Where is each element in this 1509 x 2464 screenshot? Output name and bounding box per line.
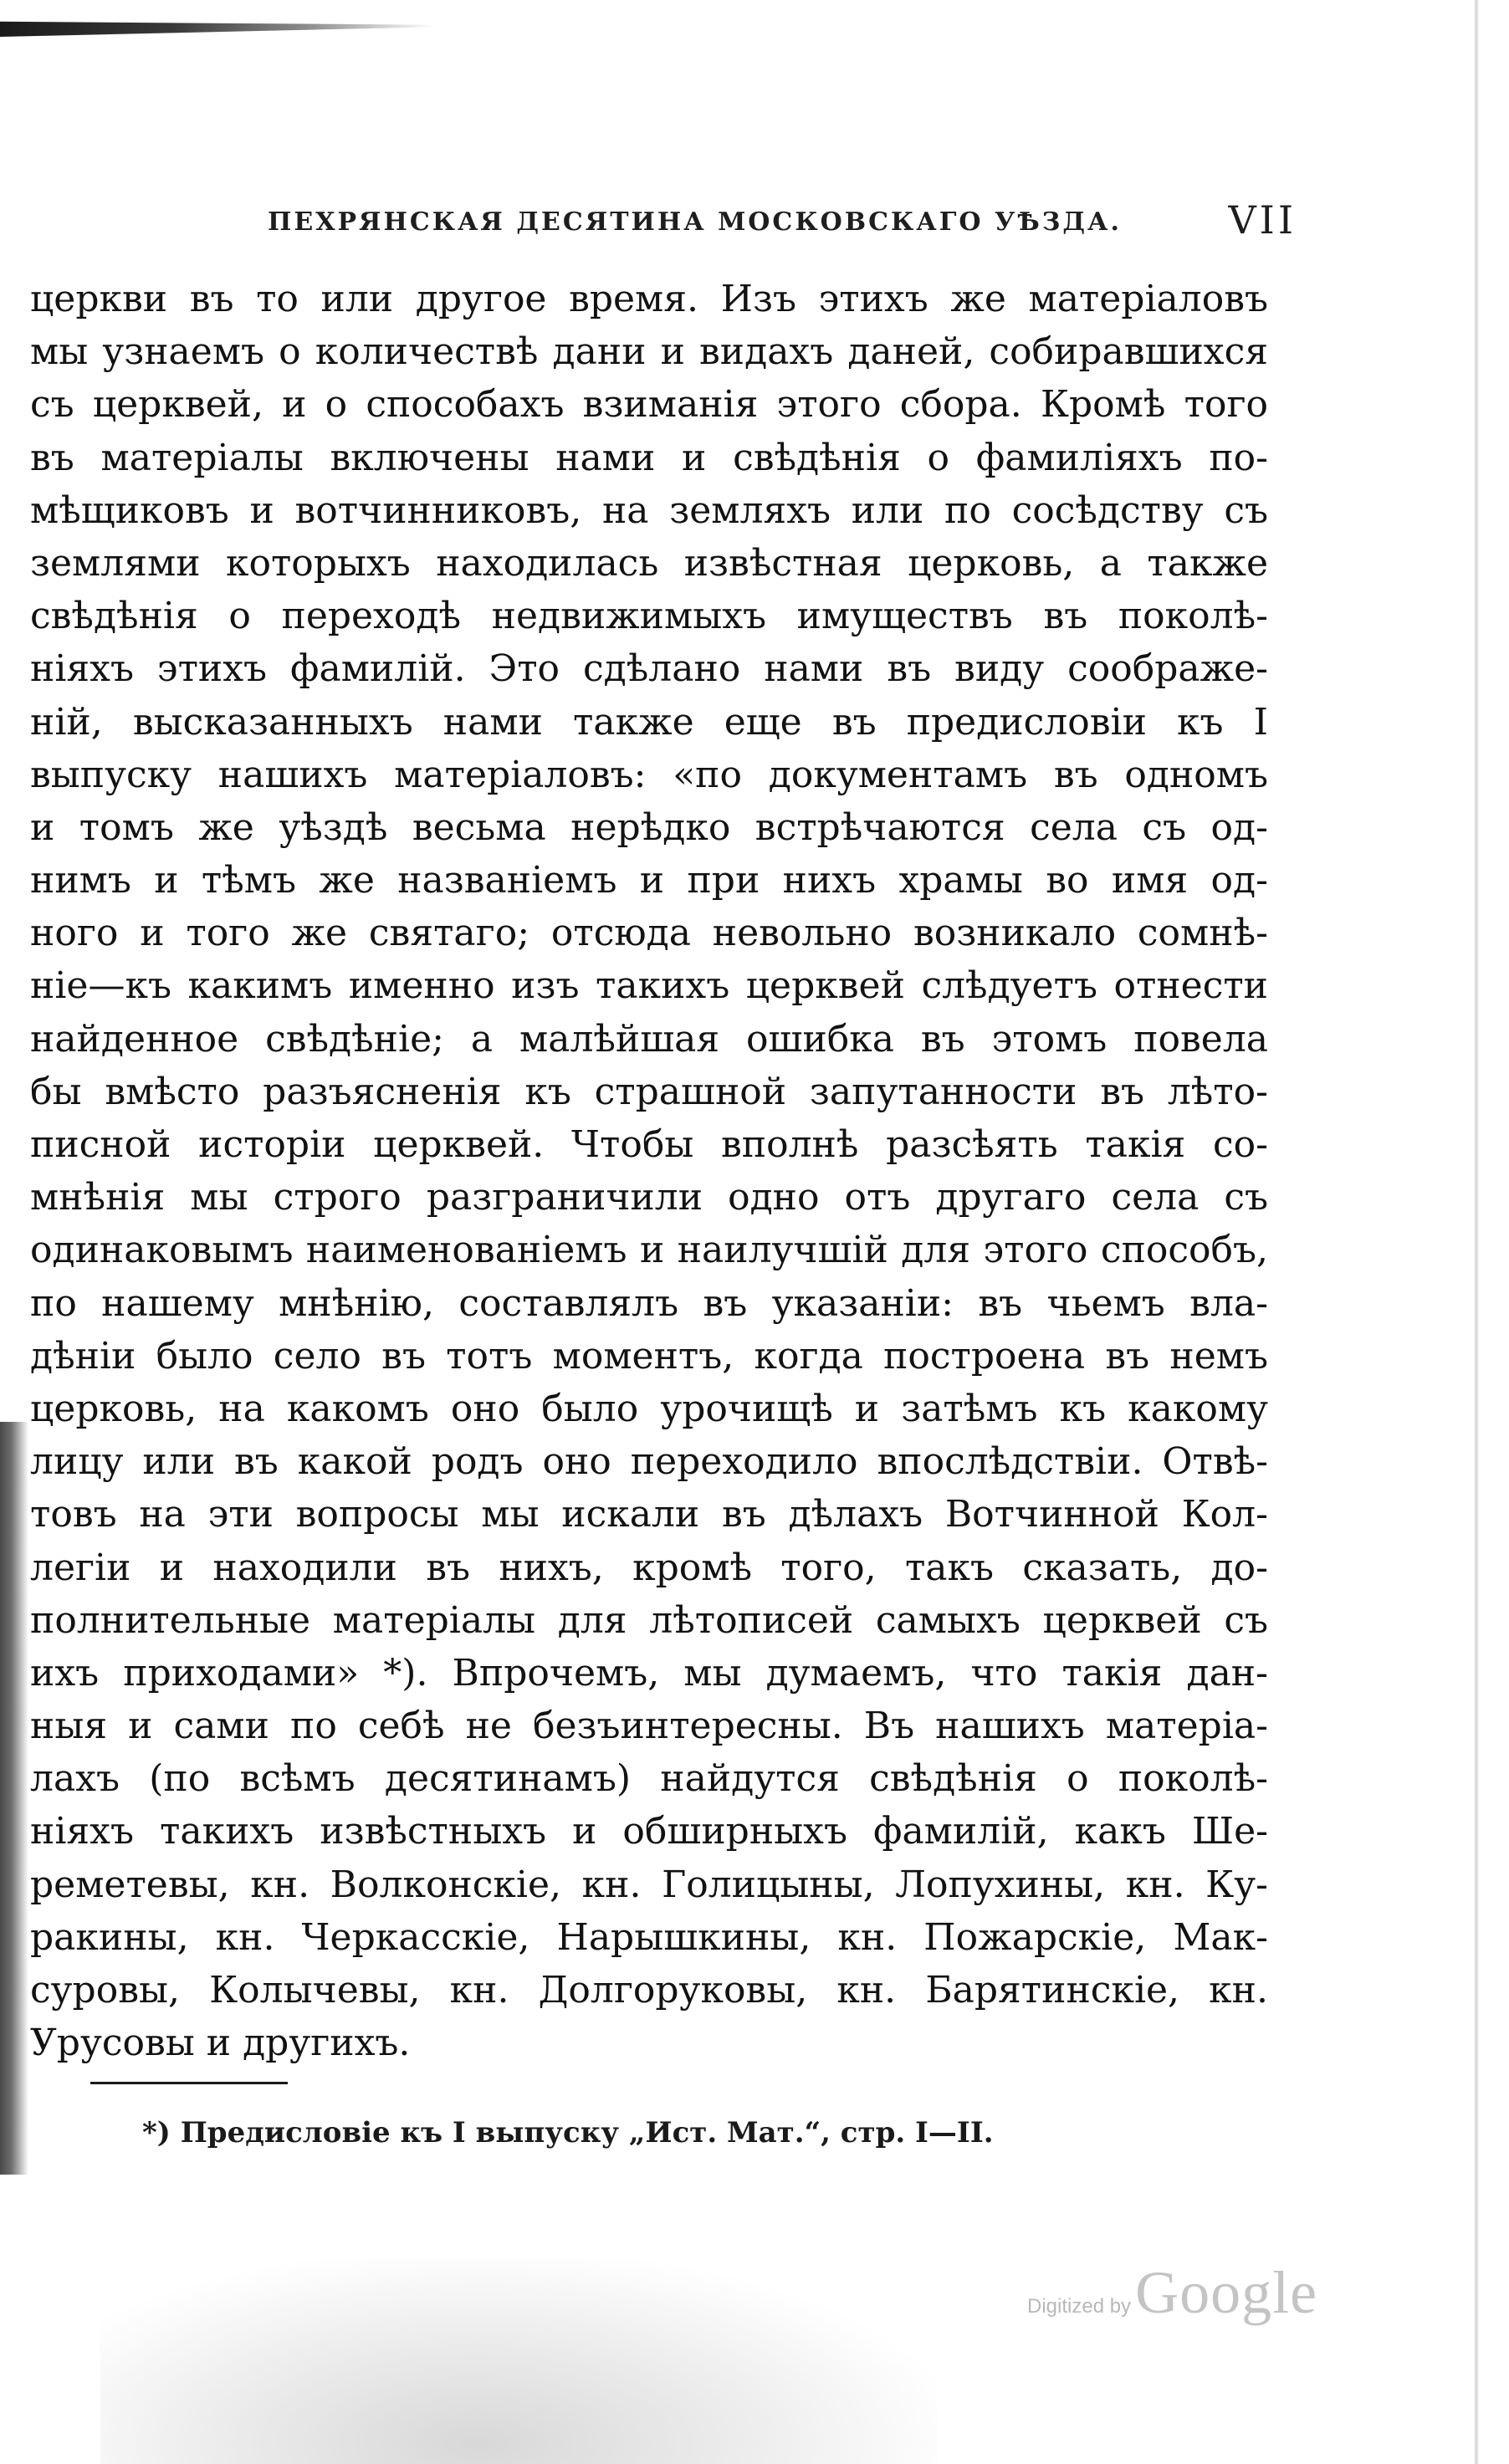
- text-line: товъ на эти вопросы мы искали въ дѣлахъ Вотчинной Кол-: [30, 1493, 1268, 1536]
- text-line: легіи и находили въ нихъ, кромѣ того, такъ сказать, до-: [30, 1546, 1268, 1589]
- text-line: въ матеріалы включены нами и свѣдѣнія о фамиліяхъ по-: [30, 436, 1268, 479]
- text-line: ихъ приходами» *). Впрочемъ, мы думаемъ, что такія дан-: [30, 1651, 1268, 1695]
- text-line: лахъ (по всѣмъ десятинамъ) найдутся свѣдѣнія о поколѣ-: [30, 1757, 1268, 1801]
- scan-edge-shadow: [0, 1422, 28, 2175]
- text-line: землями которыхъ находилась извѣстная церковь, а также: [30, 541, 1268, 585]
- footnote-rule: [90, 2082, 288, 2084]
- text-line-last: Урусовы и другихъ.: [30, 2022, 411, 2065]
- text-line: по нашему мнѣнію, составлялъ въ указаніи: въ чьемъ вла-: [30, 1281, 1268, 1325]
- digitized-watermark: [1027, 2258, 1317, 2325]
- text-line: лицу или въ какой родъ оно переходило впослѣдствіи. Отвѣ-: [30, 1440, 1268, 1484]
- scan-smudge-top: [0, 15, 435, 37]
- text-line: бы вмѣсто разъясненія къ страшной запутанности въ лѣто-: [30, 1070, 1268, 1113]
- text-line: выпуску нашихъ матеріаловъ: «по документамъ въ одномъ: [30, 753, 1268, 796]
- text-line: писной исторіи церквей. Чтобы вполнѣ разсѣять такія со-: [30, 1123, 1268, 1166]
- text-line: дѣніи было село въ тотъ моментъ, когда построена въ немъ: [30, 1334, 1268, 1378]
- page-fold-line: [1474, 0, 1479, 2464]
- page-header: [268, 197, 1297, 248]
- body-text: [30, 273, 1268, 2069]
- text-line: ного и того же святаго; отсюда невольно возникало сомнѣ-: [30, 912, 1268, 955]
- text-line: ніе—къ какимъ именно изъ такихъ церквей слѣдуетъ отнести: [30, 964, 1268, 1008]
- text-line: съ церквей, и о способахъ взиманія этого сбора. Кромѣ того: [30, 383, 1268, 427]
- page-number: VII: [1228, 197, 1297, 243]
- text-line: мѣщиковъ и вотчинниковъ, на земляхъ или по сосѣдству съ: [30, 488, 1268, 532]
- text-line: мы узнаемъ о количествѣ дани и видахъ даней, собиравшихся: [30, 330, 1268, 374]
- text-line: церкви въ то или другое время. Изъ этихъ же матеріаловъ: [30, 278, 1268, 320]
- text-line: нимъ и тѣмъ же названіемъ и при нихъ храмы во имя од-: [30, 859, 1268, 902]
- text-line: ніяхъ такихъ извѣстныхъ и обширныхъ фамилій, какъ Ше-: [30, 1810, 1268, 1853]
- text-line: полнительные матеріалы для лѣтописей самыхъ церквей съ: [30, 1598, 1268, 1642]
- text-line: ній, высказанныхъ нами также еще въ предисловіи къ I: [30, 700, 1268, 744]
- text-line: ныя и сами по себѣ не безъинтересны. Въ нашихъ матеріа-: [30, 1705, 1268, 1748]
- footnote: *) Предисловіе къ I выпуску „Ист. Мат.“, стр. I—II.: [142, 2116, 994, 2150]
- scan-smudge-bottom: [100, 2258, 937, 2464]
- text-line: найденное свѣдѣніе; а малѣйшая ошибка въ этомъ повела: [30, 1017, 1268, 1061]
- watermark-caption: Digitized by: [1027, 2295, 1132, 2318]
- text-line: ніяхъ этихъ фамилій. Это сдѣлано нами въ виду соображе-: [30, 647, 1268, 691]
- text-line: мнѣнія мы строго разграничили одно отъ другаго села съ: [30, 1176, 1268, 1219]
- text-line: одинаковымъ наименованіемъ и наилучшій для этого способъ,: [30, 1229, 1268, 1272]
- running-head: ПЕХРЯНСКАЯ ДЕСЯТИНА МОСКОВСКАГО УѢЗДА.: [268, 207, 1122, 237]
- text-line: суровы, Колычевы, кн. Долгоруковы, кн. Барятинскіе, кн.: [30, 1969, 1268, 2012]
- text-line: свѣдѣнія о переходѣ недвижимыхъ имуществъ въ поколѣ-: [30, 595, 1268, 638]
- text-line: ракины, кн. Черкасскіе, Нарышкины, кн. Пожарскіе, Мак-: [30, 1915, 1268, 1959]
- google-logo: Google: [1135, 2259, 1318, 2326]
- text-line: и томъ же уѣздѣ весьма нерѣдко встрѣчаются села съ од-: [30, 805, 1268, 849]
- text-line: церковь, на какомъ оно было урочищѣ и затѣмъ къ какому: [30, 1387, 1268, 1430]
- text-line: реметевы, кн. Волконскіе, кн. Голицыны, Лопухины, кн. Ку-: [30, 1863, 1268, 1906]
